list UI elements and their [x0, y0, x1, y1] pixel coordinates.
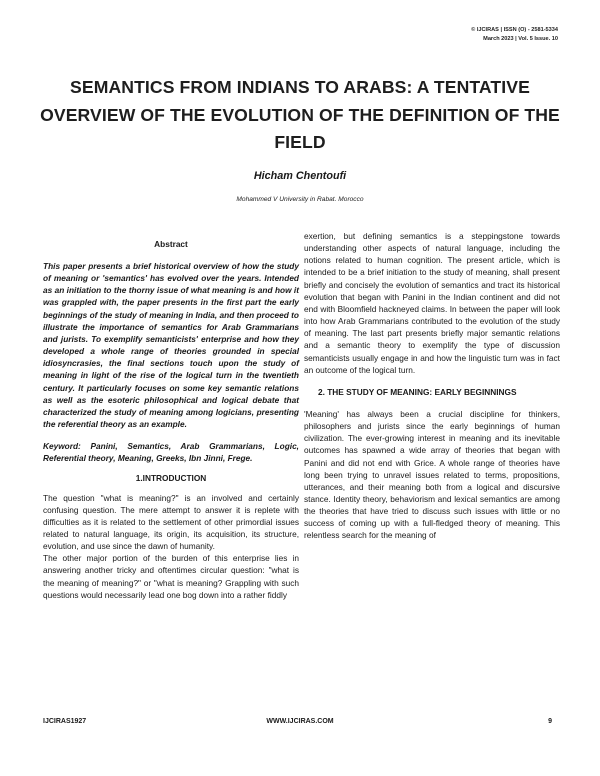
keywords: Keyword: Panini, Semantics, Arab Grammarians, Logic, Referential theory, Meaning, Greeks, Ibn Jinni, Frege. — [43, 441, 299, 464]
intro-paragraph-2: The other major portion of the burden of this enterprise lies in answering another tricky and oftentimes circular question: "what is the meaning of meaning?" or "what is meaning? Grappling with such questions would necessarily lead one bog down into a rather fiddly — [43, 553, 299, 600]
section-2-paragraph: 'Meaning' has always been a crucial discipline for thinkers, philosophers and jurists since the early beginnings of human civilization. The ever-growing interest in meaning and its inevitable outcomes has spawned a wide array of theories that began with Panini and did not end with Grice. A whole range of theories have long been trying to unravel issues related to terms, propositions, utterances, and their meaning both from a logical and discursive stance. Identity theory, behaviorism and lexical semantics are among the theories that have tried to discuss such issues with little or no success of coming up with a full-fledged theory of meaning. This relentless search for the meaning of — [304, 408, 560, 541]
section-2-heading: 2. THE STUDY OF MEANING: EARLY BEGINNINGS — [318, 386, 517, 397]
author-name: Hicham Chentoufi — [253, 170, 347, 182]
footer-paper-id: IJCIRAS1927 — [43, 718, 87, 725]
intro-paragraph-1: The question "what is meaning?" is an involved and certainly confusing question. The mere attempt to answer it is replete with difficulties as it is related to the settlement of other primordial issues related to natural language, its origin, its acquisition, its structure, evolution, and use since the dawn of humanity. — [43, 492, 299, 552]
left-column — [43, 236, 299, 601]
intro-paragraph-3: exertion, but defining semantics is a steppingstone towards understanding other aspects of natural language, including the notions related to human cognition. The present article, which is intended to be a brief initiation to the study of meaning, shall present briefly and concisely the evolution of semantics and tract its historical evolution that began with Panini in the Indian continent and did not end with Bloomfield hackneyed claims. In between the paper will look into how Arab Grammarians contributed to the evolution of the study of meaning. The last part presents briefly major semantic relations and a semantic theory to exemplify the type of discussion semanticists usually engage in and how the linguistic turn was in fact an outcome of the logical turn. — [304, 231, 560, 375]
introduction-heading: 1.INTRODUCTION — [135, 472, 207, 483]
footer-website: WWW.IJCIRAS.COM — [266, 718, 334, 725]
paper-title: SEMANTICS FROM INDIANS TO ARABS: A TENTATIVE OVERVIEW OF THE EVOLUTION OF THE DEFINITION OF THE FIELD — [40, 77, 560, 152]
footer-page-number: 9 — [548, 718, 552, 725]
author-affiliation: Mohammed V University in Rabat. Morocco — [236, 196, 364, 203]
journal-issue: March 2023 | Vol. 5 Issue. 10 — [483, 35, 558, 42]
journal-header — [471, 26, 558, 43]
journal-issn: © IJCIRAS | ISSN (O) - 2581-5334 — [471, 27, 558, 33]
abstract-text: This paper presents a brief historical overview of how the study of meaning or 'semantics' has evolved over the years. Intended as an initiation to the thorny issue of what meaning is and how it was grappled with, the paper presents in the first part the early beginnings of the study of meaning in India, and then proceed to illustrate the importance of semantics for Arab Grammarians and jurists. To exemplify semanticists' enterprise and how they developed a whole range of theories grounded in special idiosyncrasies, the final sections touch upon the study of meaning in light of the rise of the logical turn in the twentieth century. It particularly focuses on some key semantic relations as well as the esoteric philosophical and logical debate that characterized the study of meaning among logicians, presenting the referential theory as an example. — [43, 261, 299, 430]
right-column — [304, 230, 560, 542]
abstract-heading: Abstract — [154, 239, 188, 249]
